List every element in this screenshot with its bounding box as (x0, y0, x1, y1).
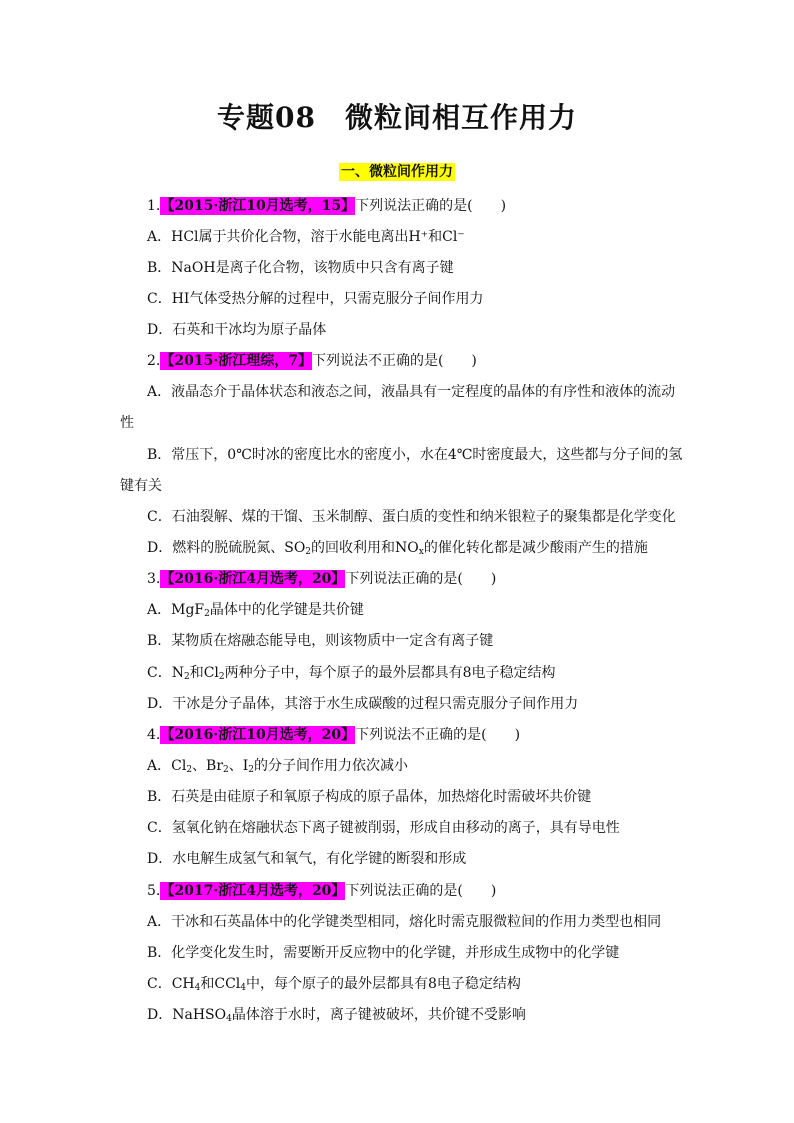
subscript: 2 (218, 672, 225, 682)
source-tag: 【2016·浙江10月选考，20】 (160, 727, 356, 743)
text-run: 晶体溶于水时，离子键被破坏，共价键不受影响 (231, 1007, 526, 1023)
text-run: C．CH (147, 976, 195, 992)
text-run: 和CCl (200, 976, 241, 992)
text-run: 两种分子中，每个原子的最外层都具有8电子稳定结构 (224, 665, 556, 681)
subscript: 2 (248, 765, 255, 775)
question-text: 下列说法不正确的是( ) (355, 727, 521, 743)
subscript: 2 (305, 547, 312, 557)
subscript: 4 (194, 983, 201, 993)
section-heading (0, 161, 794, 181)
question-3-option-d: D．干冰是分子晶体，其溶于水生成碳酸的过程只需克服分子间作用力 (147, 696, 579, 712)
question-2-option-a-line1: A．液晶态介于晶体状态和液态之间，液晶具有一定程度的晶体的有序性和液体的流动 (147, 384, 676, 400)
question-2-option-b-line2: 键有关 (120, 478, 162, 494)
text-run: 和Cl (189, 665, 219, 681)
question-3-stem (147, 569, 707, 589)
question-2-option-a-line2: 性 (120, 415, 134, 431)
source-tag: 【2016·浙江4月选考，20】 (160, 571, 346, 587)
text-run: A．Cl (147, 758, 187, 774)
question-5-option-d (147, 1005, 687, 1025)
question-number: 3. (147, 571, 161, 587)
text-run: 、I (228, 758, 249, 774)
question-number: 4. (147, 727, 161, 743)
question-number: 5. (147, 883, 161, 899)
question-2-stem (147, 351, 707, 371)
text-run: 、Br (192, 758, 224, 774)
question-3-option-c (147, 663, 687, 683)
question-4-option-d: D．水电解生成氢气和氧气，有化学键的断裂和形成 (147, 851, 467, 867)
text-run: 的回收利用和NO (311, 540, 419, 556)
section-heading-label: 一、微粒间作用力 (341, 164, 453, 180)
question-1-stem (147, 196, 707, 216)
source-tag: 【2015·浙江理综，7】 (160, 353, 312, 369)
question-4-stem (147, 725, 707, 745)
text-run: D．燃料的脱硫脱氮、SO (147, 540, 306, 556)
question-1-option-d: D．石英和干冰均为原子晶体 (147, 322, 327, 338)
question-number: 2. (147, 353, 161, 369)
question-3-option-a (147, 600, 687, 620)
question-text: 下列说法正确的是( ) (345, 883, 497, 899)
subscript: 2 (223, 765, 229, 775)
question-1-option-c: C．HI气体受热分解的过程中，只需克服分子间作用力 (147, 291, 484, 307)
question-1-option-a: A．HCl属于共价化合物，溶于水能电离出H⁺和Cl⁻ (147, 229, 465, 245)
source-tag: 【2015·浙江10月选考，15】 (160, 198, 356, 214)
source-tag: 【2017·浙江4月选考，20】 (160, 883, 346, 899)
text-run: 中，每个原子的最外层都具有8电子稳定结构 (246, 976, 521, 992)
question-2-option-d (147, 538, 687, 558)
question-number: 1. (147, 198, 161, 214)
question-2-option-b-line1: B．常压下，0℃时冰的密度比水的密度小，水在4℃时密度最大，这些都与分子间的氢 (147, 447, 683, 463)
question-text: 下列说法不正确的是( ) (311, 353, 477, 369)
question-1-option-b: B．NaOH是离子化合物，该物质中只含有离子键 (147, 260, 454, 276)
text-run: A．MgF (147, 602, 205, 618)
question-3-option-b: B．某物质在熔融态能导电，则该物质中一定含有离子键 (147, 633, 494, 649)
question-4-option-b: B．石英是由硅原子和氧原子构成的原子晶体，加热熔化时需破坏共价键 (147, 789, 592, 805)
question-5-stem (147, 881, 707, 901)
question-4-option-c: C．氢氧化钠在熔融状态下离子键被削弱，形成自由移动的离子，具有导电性 (147, 820, 620, 836)
subscript: 4 (226, 1014, 232, 1024)
subscript: 4 (240, 983, 247, 993)
question-5-option-b: B．化学变化发生时，需要断开反应物中的化学键，并形成生成物中的化学键 (147, 945, 620, 961)
text-run: 晶体中的化学键是共价键 (209, 602, 364, 618)
text-run: C．N (147, 665, 184, 681)
subscript: 2 (183, 672, 190, 682)
text-run: D．NaHSO (147, 1007, 227, 1023)
text-run: 的催化转化都是减少酸雨产生的措施 (423, 540, 648, 556)
subscript: x (418, 547, 424, 557)
page-title: 专题08 微粒间相互作用力 (217, 101, 577, 134)
question-text: 下列说法正确的是( ) (355, 198, 507, 214)
question-4-option-a (147, 756, 687, 776)
subscript: 2 (186, 765, 193, 775)
question-5-option-c (147, 974, 687, 994)
subscript: 2 (204, 609, 210, 619)
question-5-option-a: A．干冰和石英晶体中的化学键类型相同，熔化时需克服微粒间的作用力类型也相同 (147, 914, 662, 930)
text-run: 的分子间作用力依次减小 (254, 758, 409, 774)
question-2-option-c: C．石油裂解、煤的干馏、玉米制醇、蛋白质的变性和纳米银粒子的聚集都是化学变化 (147, 509, 676, 525)
question-text: 下列说法正确的是( ) (345, 571, 497, 587)
